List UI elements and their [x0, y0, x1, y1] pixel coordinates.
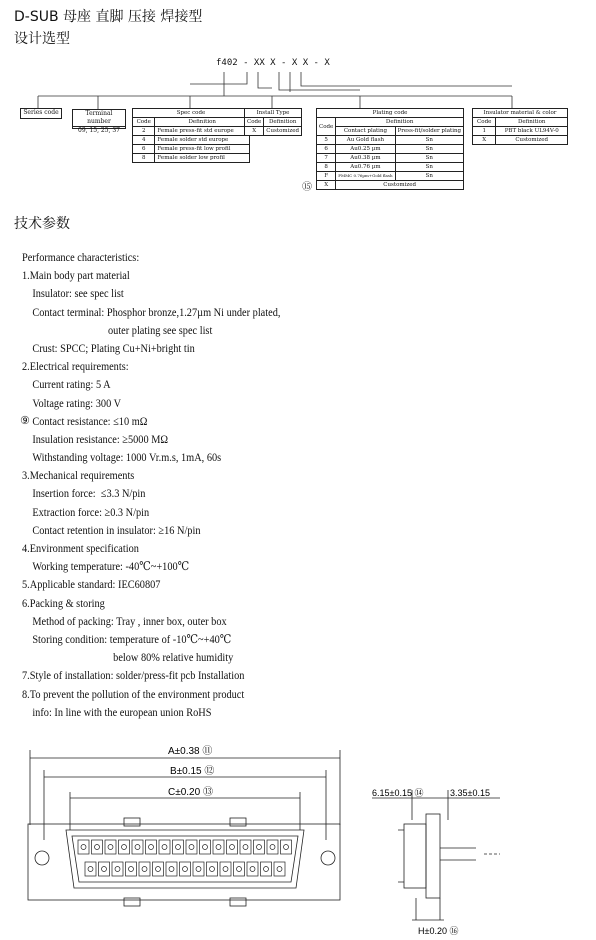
pin-cell	[254, 840, 265, 854]
pin-cell	[159, 840, 170, 854]
pin-contact	[88, 867, 93, 872]
table-cell: 5	[317, 136, 336, 145]
table-cell: 7	[317, 154, 336, 163]
pin-cell	[213, 840, 224, 854]
spec-line: Extraction force: ≥0.3 N/pin	[32, 504, 150, 519]
pin-contact	[95, 845, 100, 850]
table-cell: Sn	[395, 172, 463, 181]
pin-cell	[220, 862, 231, 876]
pin-contact	[169, 867, 174, 872]
pin-contact	[176, 845, 181, 850]
pin-contact	[223, 867, 228, 872]
plating-code-table	[316, 108, 464, 190]
column-header: Contact plating	[336, 127, 395, 136]
pin-contact	[257, 845, 262, 850]
spec-line: outer plating see spec list	[108, 322, 213, 337]
pin-cell	[78, 840, 89, 854]
dim-c-label: C±0.20 ⑬	[168, 787, 213, 798]
pin-contact	[284, 845, 289, 850]
table-cell: 8	[317, 163, 336, 172]
table-cell: X	[317, 181, 336, 190]
pin-contact	[81, 845, 86, 850]
pin-cell	[92, 840, 103, 854]
spec-line: info: In line with the european union RoHS	[32, 704, 212, 719]
spec-line: Insulator: see spec list	[32, 286, 124, 301]
table-cell: Au0.76 µm	[336, 163, 395, 172]
pin-contact	[122, 845, 127, 850]
pin-cell	[240, 840, 251, 854]
spec-line: 4.Environment specification	[22, 541, 139, 555]
table-cell: F	[317, 172, 336, 181]
pin-cell	[153, 862, 164, 876]
pin-contact	[237, 867, 242, 872]
plating-code-title: Plating code	[317, 109, 464, 118]
table-cell: 2	[133, 127, 155, 136]
pin-cell	[261, 862, 272, 876]
spec-line: 6.Packing & storing	[22, 595, 105, 610]
pin-contact	[196, 867, 201, 872]
table-cell: 8	[133, 154, 155, 163]
table-cell: X	[473, 136, 496, 145]
table-cell: Au Gold flash	[336, 136, 395, 145]
spec-line: Contact terminal: Phosphor bronze,1.27µm Ni under plated,	[32, 304, 281, 319]
spec-line: Working temperature: -40℃~+100℃	[32, 559, 190, 574]
pin-contact	[135, 845, 140, 850]
terminal-number-box	[72, 109, 126, 134]
table-cell: Female solder low profil	[155, 154, 250, 163]
pin-cell	[180, 862, 191, 876]
table-cell: X	[245, 127, 264, 136]
pin-contact	[156, 867, 161, 872]
table-cell: 6	[317, 145, 336, 154]
dim-side-left-label: 6.15±0.15 ⑭	[372, 788, 424, 798]
terminal-number-value: 09, 15, 25, 37	[78, 127, 120, 134]
table-cell: Au0.38 µm	[336, 154, 395, 163]
column-header: Code	[473, 118, 496, 127]
pin-cell	[234, 862, 245, 876]
dim-h-label: H±0.20 ⑯	[418, 926, 459, 936]
pin-contact	[129, 867, 134, 872]
pin-cell	[166, 862, 177, 876]
pin-contact	[183, 867, 188, 872]
column-header: Code	[245, 118, 264, 127]
pin-contact	[243, 845, 248, 850]
pin-cell	[112, 862, 123, 876]
selection-connectors	[0, 0, 596, 210]
pin-cell	[247, 862, 258, 876]
spec-line: Performance characteristics:	[22, 250, 140, 264]
pin-contact	[149, 845, 154, 850]
series-code-box: Series code	[20, 108, 62, 119]
pin-cell	[132, 840, 143, 854]
table-cell: Female solder std europe	[155, 136, 250, 145]
table-cell: Customized	[496, 136, 568, 145]
table-cell: PBT black UL94V-0	[496, 127, 568, 136]
dim-side-right-label: 3.35±0.15	[450, 788, 490, 798]
spec-marker: ⑨	[20, 413, 30, 427]
pin-contact	[216, 845, 221, 850]
terminal-number-title: Terminal number	[73, 110, 125, 127]
pin-cell	[85, 862, 96, 876]
dim-a-label: A±0.38 ⑪	[168, 746, 213, 757]
table-cell: Sn	[395, 163, 463, 172]
pin-cell	[267, 840, 278, 854]
pin-contact	[203, 845, 208, 850]
spec-line: Storing condition: temperature of -10℃~+40℃	[32, 631, 232, 646]
install-type-table	[244, 108, 302, 136]
spec-line: 3.Mechanical requirements	[22, 468, 135, 483]
part-number: f402 - XX X - X X - X	[216, 58, 330, 68]
pin-contact	[250, 867, 255, 872]
pin-contact	[264, 867, 269, 872]
connector-drawing	[0, 710, 596, 940]
insulator-title: Insulator material & color	[473, 109, 568, 118]
column-header: Definition	[496, 118, 568, 127]
pin-contact	[277, 867, 282, 872]
table-cell: 4	[133, 136, 155, 145]
page-title: D-SUB 母座 直脚 压接 焊接型	[14, 9, 203, 25]
pin-contact	[162, 845, 167, 850]
spec-line: 1.Main body part material	[22, 268, 130, 283]
pin-cell	[274, 862, 285, 876]
column-header: Definition	[264, 118, 302, 127]
spec-line: 7.Style of installation: solder/press-fit pcb Installation	[22, 668, 245, 683]
pin-rows	[78, 840, 292, 876]
table-cell: Sn	[395, 154, 463, 163]
pin-cell	[139, 862, 150, 876]
spec-line: Voltage rating: 300 V	[32, 395, 122, 410]
pin-contact	[102, 867, 107, 872]
spec-line: Crust: SPCC; Plating Cu+Ni+bright tin	[32, 340, 195, 355]
pin-cell	[186, 840, 197, 854]
table-cell: Au0.25 µm	[336, 145, 395, 154]
column-header: Code	[317, 118, 336, 136]
column-header: Definition	[155, 118, 250, 127]
pin-cell	[227, 840, 238, 854]
table-cell: Sn	[395, 136, 463, 145]
spec-line: Current rating: 5 A	[32, 377, 111, 392]
table-cell: PMMC 0.76µm+Gold flash	[336, 172, 395, 181]
pin-cell	[126, 862, 137, 876]
pin-contact	[115, 867, 120, 872]
performance-list	[22, 248, 280, 721]
pin-cell	[105, 840, 116, 854]
spec-line: Withstanding voltage: 1000 Vr.m.s, 1mA, 60s	[32, 450, 222, 465]
column-header: Definition	[336, 118, 464, 127]
spec-line: Contact resistance: ≤10 mΩ	[32, 413, 148, 428]
plating-marker: ⑮	[302, 182, 312, 193]
pin-cell	[99, 862, 110, 876]
table-cell: Customized	[264, 127, 302, 136]
pin-cell	[200, 840, 211, 854]
pin-cell	[146, 840, 157, 854]
pin-cell	[207, 862, 218, 876]
pin-contact	[108, 845, 113, 850]
pin-cell	[193, 862, 204, 876]
pin-contact	[210, 867, 215, 872]
table-cell: Female press-fit low profil	[155, 145, 250, 154]
spec-line: Insulation resistance: ≥5000 MΩ	[32, 431, 169, 446]
column-header: Press-fit/solder plating	[395, 127, 463, 136]
spec-line: 8.To prevent the pollution of the environment product	[22, 686, 245, 701]
table-cell: Female press-fit std europe	[155, 127, 250, 136]
spec-code-title: Spec code	[133, 109, 250, 118]
table-cell: Customized	[336, 181, 464, 190]
pin-contact	[142, 867, 147, 872]
spec-line: below 80% relative humidity	[113, 650, 234, 665]
pin-cell	[119, 840, 130, 854]
spec-line: Contact retention in insulator: ≥16 N/pin	[32, 522, 201, 537]
section-title-specs: 技术参数	[14, 216, 70, 232]
table-cell: Sn	[395, 145, 463, 154]
install-type-title: Install Type	[245, 109, 302, 118]
pin-cell	[281, 840, 292, 854]
pin-contact	[230, 845, 235, 850]
dim-b-label: B±0.15 ⑫	[170, 766, 215, 777]
spec-code-table	[132, 108, 250, 163]
table-cell: 6	[133, 145, 155, 154]
section-title-selection: 设计选型	[14, 31, 70, 47]
spec-line: 5.Applicable standard: IEC60807	[22, 577, 161, 592]
column-header: Code	[133, 118, 155, 127]
pin-contact	[189, 845, 194, 850]
pin-cell	[173, 840, 184, 854]
spec-line: Insertion force: ≤3.3 N/pin	[32, 486, 146, 501]
spec-line: Method of packing: Tray , inner box, outer box	[32, 613, 227, 628]
spec-line: 2.Electrical requirements:	[22, 359, 129, 374]
pin-contact	[270, 845, 275, 850]
table-cell: 1	[473, 127, 496, 136]
insulator-table	[472, 108, 568, 145]
